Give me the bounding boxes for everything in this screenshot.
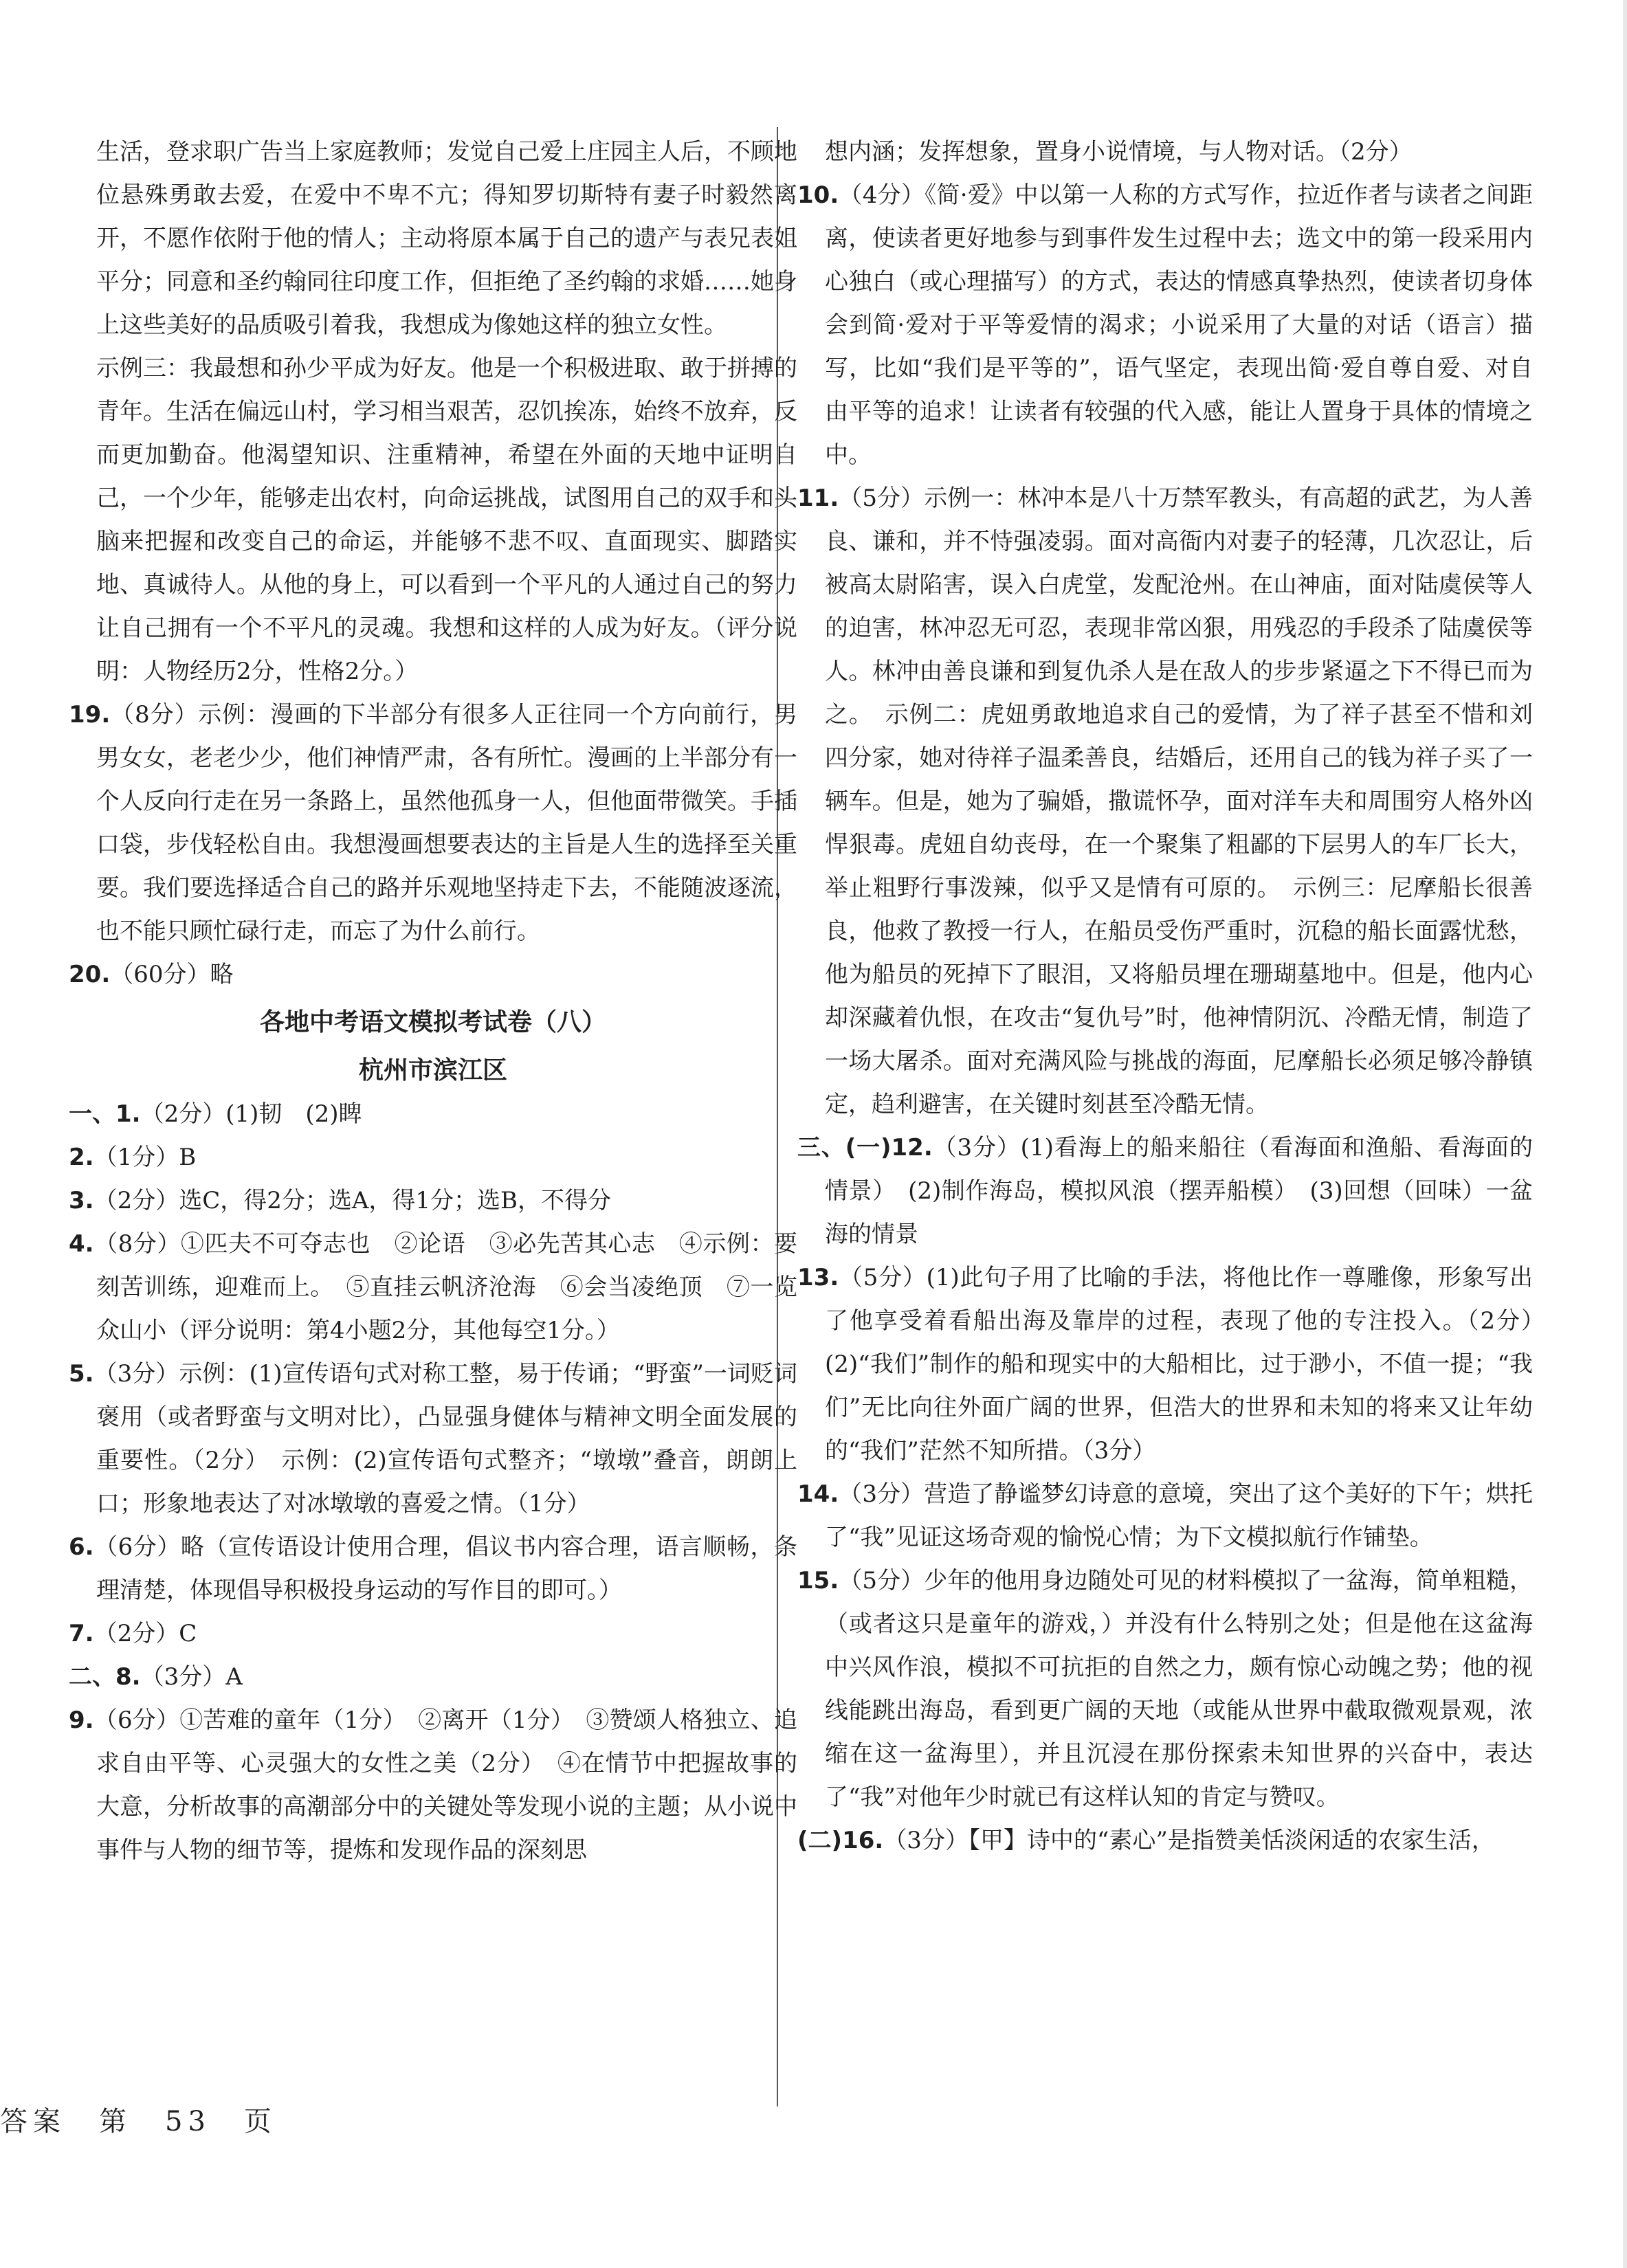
item-number: 2. — [69, 1144, 94, 1171]
item-text: （3分）营造了静谧梦幻诗意的意境，突出了这个美好的下午；烘托了“我”见证这场奇观的愉悦心情；为下文模拟航行作铺垫。 — [825, 1480, 1533, 1551]
item-text: （1分）B — [93, 1144, 197, 1171]
item-number: 4. — [69, 1230, 94, 1258]
item-text: （8分）①匹夫不可夺志也 ②论语 ③必先苦其心志 ④示例：要刻苦训练，迎难而上。 ⑤直挂云帆济沧海 ⑥会当凌绝顶 ⑦一览众山小（评分说明：第4小题2分，其他每空1分。） — [93, 1230, 797, 1344]
item-number: 三、(一)12. — [797, 1134, 933, 1161]
answer-item — [69, 1223, 797, 1353]
item-text: （3分）示例：(1)宣传语句式对称工整，易于传诵；“野蛮”一词贬词褒用（或者野蛮与文明对比），凸显强身健体与精神文明全面发展的重要性。（2分） 示例：(2)宣传语句式整齐；“墩墩”叠音，朗朗上口；形象地表达了对冰墩墩的喜爱之情。（1分） — [93, 1360, 797, 1517]
answer-item — [69, 1656, 797, 1699]
item-number: 7. — [69, 1620, 94, 1647]
answer-item — [797, 1256, 1556, 1473]
answer-item — [797, 477, 1533, 1126]
item-text: （5分）少年的他用身边随处可见的材料模拟了一盆海，简单粗糙，（或者这只是童年的游戏，）并没有什么特别之处；但是他在这盆海中兴风作浪，模拟不可抗拒的自然之力，颇有惊心动魄之势；他的视线能跳出海岛，看到更广阔的天地（或能从世界中截取微观景观，浓缩在这一盆海里），并且沉浸在那份探索未知世界的兴奋中，表达了“我”对他年少时就已有这样认知的肯定与赞叹。 — [825, 1567, 1533, 1811]
item-number: 13. — [797, 1264, 839, 1291]
question-20 — [69, 953, 797, 997]
answer-item — [69, 1526, 797, 1612]
item-number: 11. — [797, 485, 839, 512]
item-text: （2分）C — [93, 1620, 197, 1647]
item-number: 14. — [797, 1480, 839, 1508]
right-column — [797, 131, 1556, 1863]
answer-text: （8分）示例：漫画的下半部分有很多人正往同一个方向前行，男男女女，老老少少，他们神情严肃，各有所忙。漫画的上半部分有一个人反向行走在另一条路上，虽然他孤身一人，但他面带微笑。手插口袋，步伐轻松自由。我想漫画想要表达的主旨是人生的选择至关重要。我们要选择适合自己的路并乐观地坚持走下去，不能随波逐流，也不能只顾忙碌行走，而忘了为什么前行。 — [96, 701, 797, 945]
page-footer: 答案 第 53 页 — [0, 2106, 277, 2137]
item-number: 10. — [797, 181, 839, 209]
item-number: 二、8. — [69, 1663, 141, 1691]
item-number: (二)16. — [797, 1827, 884, 1854]
question-number: 19. — [69, 701, 111, 729]
answer-item — [797, 1126, 1533, 1256]
answer-item — [69, 1179, 797, 1223]
item-text: （2分）选C，得2分；选A，得1分；选B，不得分 — [93, 1187, 612, 1214]
answer-item — [69, 1136, 797, 1179]
item-number: 一、1. — [69, 1100, 141, 1128]
exam-subtitle: 杭州市滨江区 — [358, 1056, 507, 1085]
paragraph: 想内涵；发挥想象，置身小说情境，与人物对话。（2分） — [825, 138, 1413, 166]
left-column — [69, 131, 797, 1872]
answer-item — [797, 1559, 1533, 1819]
item-number: 15. — [797, 1567, 839, 1594]
item-number: 9. — [69, 1706, 94, 1734]
item-number: 5. — [69, 1360, 94, 1388]
answer-item — [797, 1819, 1533, 1863]
page-edge — [1623, 0, 1627, 2268]
answer-item — [797, 174, 1533, 477]
item-text: （6分）略（宣传语设计使用合理，倡议书内容合理，语言顺畅，条理清楚，体现倡导积极投身运动的写作目的即可。） — [93, 1533, 797, 1604]
answer-item — [69, 1699, 797, 1872]
item-text: （5分）示例一：林冲本是八十万禁军教头，有高超的武艺，为人善良、谦和，并不恃强凌弱。面对高衙内对妻子的轻薄，几次忍让，后被高太尉陷害，误入白虎堂，发配沧州。在山神庙，面对陆虞侯等人的迫害，林冲忍无可忍，表现非常凶狠，用残忍的手段杀了陆虞侯等人。林冲由善良谦和到复仇杀人是在敌人的步步紧逼之下不得已而为之。 示例二：虎妞勇敢地追求自己的爱情，为了祥子甚至不惜和刘四分家，她对待祥子温柔善良，结婚后，还用自己的钱为祥子买了一辆车。但是，她为了骗婚，撒谎怀孕，面对洋车夫和周围穷人格外凶悍狠毒。虎妞自幼丧母，在一个聚集了粗鄙的下层男人的车厂长大，举止粗野行事泼辣，似乎又是情有可原的。 示例三：尼摩船长很善良，他救了教授一行人，在船员受伤严重时，沉稳的船长面露忧愁，他为船员的死掉下了眼泪，又将船员埋在珊瑚墓地中。但是，他内心却深藏着仇恨，在攻击“复仇号”时，他神情阴沉、冷酷无情，制造了一场大屠杀。面对充满风险与挑战的海面，尼摩船长必须足够冷静镇定，趋利避害，在关键时刻甚至冷酷无情。 — [825, 485, 1533, 1118]
item-text: （2分）(1)韧 (2)睥 — [140, 1100, 362, 1128]
paragraph: 生活，登求职广告当上家庭教师；发觉自己爱上庄园主人后，不顾地位悬殊勇敢去爱，在爱中不卑不亢；得知罗切斯特有妻子时毅然离开，不愿作依附于他的情人；主动将原本属于自己的遗产与表兄表姐平分；同意和圣约翰同往印度工作，但拒绝了圣约翰的求婚……她身上这些美好的品质吸引着我，我想成为像她这样的独立女性。 — [96, 138, 797, 339]
item-number: 6. — [69, 1533, 94, 1561]
answer-item — [797, 1473, 1533, 1559]
item-text: （3分）(1)看海上的船来船往（看海面和渔船、看海面的情景） (2)制作海岛，模拟风浪（摆弄船模） (3)回想（回味）一盆海的情景 — [825, 1134, 1533, 1248]
paragraph: 示例三：我最想和孙少平成为好友。他是一个积极进取、敢于拼搏的青年。生活在偏远山村，学习相当艰苦，忍饥挨冻，始终不放弃，反而更加勤奋。他渴望知识、注重精神，希望在外面的天地中证明自己，一个少年，能够走出农村，向命运挑战，试图用自己的双手和头脑来把握和改变自己的命运，并能够不悲不叹、直面现实、脚踏实地、真诚待人。从他的身上，可以看到一个平凡的人通过自己的努力让自己拥有一个不平凡的灵魂。我想和这样的人成为好友。（评分说明：人物经历2分，性格2分。） — [96, 355, 797, 685]
item-text: （3分）【甲】诗中的“素心”是指赞美恬淡闲适的农家生活， — [883, 1827, 1495, 1854]
item-text: （3分）A — [140, 1663, 243, 1691]
answer-item — [69, 1353, 797, 1526]
question-19 — [69, 693, 797, 953]
item-text: （6分）①苦难的童年（1分） ②离开（1分） ③赞颂人格独立、追求自由平等、心灵强大的女性之美（2分） ④在情节中把握故事的大意，分析故事的高潮部分中的关键处等发现小说的主题；从小说中事件与人物的细节等，提炼和发现作品的深刻思 — [93, 1706, 797, 1864]
answer-text: （60分）略 — [110, 961, 234, 988]
question-number: 20. — [69, 961, 111, 988]
item-number: 3. — [69, 1187, 94, 1214]
answer-item — [69, 1612, 797, 1656]
answer-item — [69, 1093, 797, 1136]
item-text: （4分）《简·爱》中以第一人称的方式写作，拉近作者与读者之间距离，使读者更好地参与到事件发生过程中去；选文中的第一段采用内心独白（或心理描写）的方式，表达的情感真挚热烈，使读者切身体会到简·爱对于平等爱情的渴求；小说采用了大量的对话（语言）描写，比如“我们是平等的”，语气坚定，表现出简·爱自尊自爱、对自由平等的追求！让读者有较强的代入感，能让人置身于具体的情境之中。 — [825, 181, 1533, 469]
exam-title: 各地中考语文模拟考试卷（八） — [259, 1008, 606, 1036]
item-text: （5分）(1)此句子用了比喻的手法，将他比作一尊雕像，形象写出了他享受着看船出海及靠岸的过程，表现了他的专注投入。（2分） (2)“我们”制作的船和现实中的大船相比，过于渺小，不值一提；“我们”无比向往外面广阔的世界，但浩大的世界和未知的将来又让年幼的“我们”茫然不知所措。（3分） — [825, 1264, 1556, 1465]
